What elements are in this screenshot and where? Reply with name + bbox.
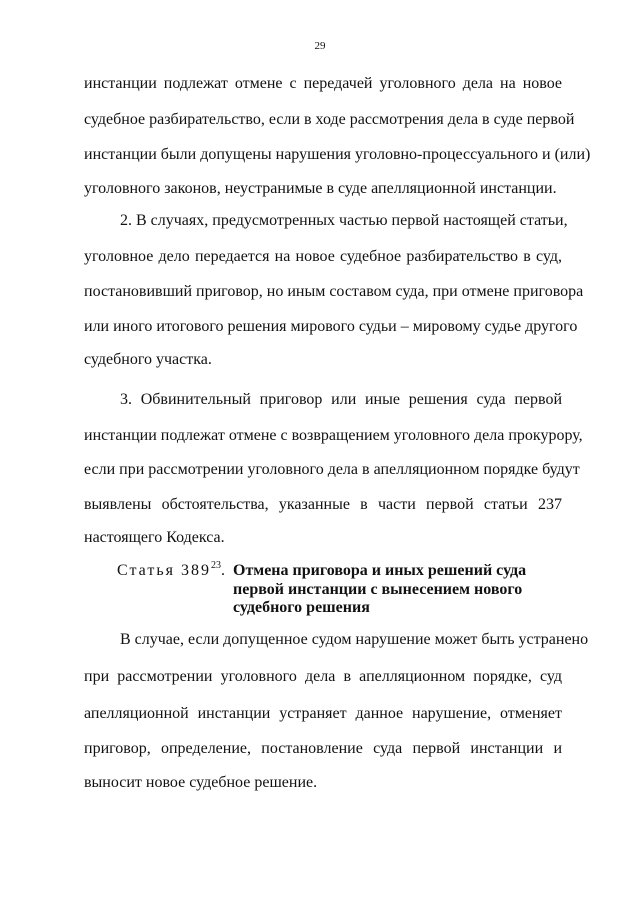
para2-line-3: постановивший приговор, но иным составом суда, при отмене приговора (84, 283, 584, 300)
para2-line-2: уголовное дело передается на новое судебное разбирательство в суд, (84, 248, 562, 265)
para1-line-4: уголовного законов, неустранимые в суде апелляционной инстанции. (84, 180, 557, 197)
para4-line-2: при рассмотрении уголовного дела в апелляционном порядке, суд (84, 668, 562, 685)
article-superscript: 23 (210, 560, 221, 571)
para1-line-3: инстанции были допущены нарушения уголовно-процессуального и (или) (84, 146, 591, 163)
page-number: 29 (314, 40, 326, 52)
article-label-text: Статья 389 (117, 562, 211, 579)
para4-line-4: приговор, определение, постановление суда первой инстанции и (84, 740, 562, 757)
para3-line-4: выявлены обстоятельства, указанные в части первой статьи 237 (84, 496, 562, 513)
para2-line-5: судебного участка. (84, 351, 212, 368)
article-title-line-1: Отмена приговора и иных решений суда (233, 562, 527, 579)
para1-line-2: судебное разбирательство, если в ходе рассмотрения дела в суде первой (84, 111, 575, 128)
para3-line-2: инстанции подлежат отмене с возвращением уголовного дела прокурору, (84, 427, 583, 444)
article-title-line-2: первой инстанции с вынесением нового (233, 581, 523, 598)
para3-line-3: если при рассмотрении уголовного дела в апелляционном порядке будут (84, 461, 580, 478)
article-label-period: . (220, 562, 227, 579)
article-label (117, 562, 227, 580)
para1-line-1: инстанции подлежат отмене с передачей уголовного дела на новое (84, 75, 562, 92)
para4-line-5: выносит новое судебное решение. (84, 774, 318, 791)
para3-line-1: 3. Обвинительный приговор или иные решения суда первой (120, 391, 562, 408)
para4-line-3: апелляционной инстанции устраняет данное нарушение, отменяет (84, 705, 562, 722)
article-title-line-3: судебного решения (233, 599, 370, 616)
para2-line-1: 2. В случаях, предусмотренных частью первой настоящей статьи, (120, 212, 568, 229)
para3-line-5: настоящего Кодекса. (84, 529, 225, 546)
para2-line-4: или иного итогового решения мирового судьи – мировому судье другого (84, 318, 578, 335)
para4-line-1: В случае, если допущенное судом нарушение может быть устранено (120, 631, 589, 648)
